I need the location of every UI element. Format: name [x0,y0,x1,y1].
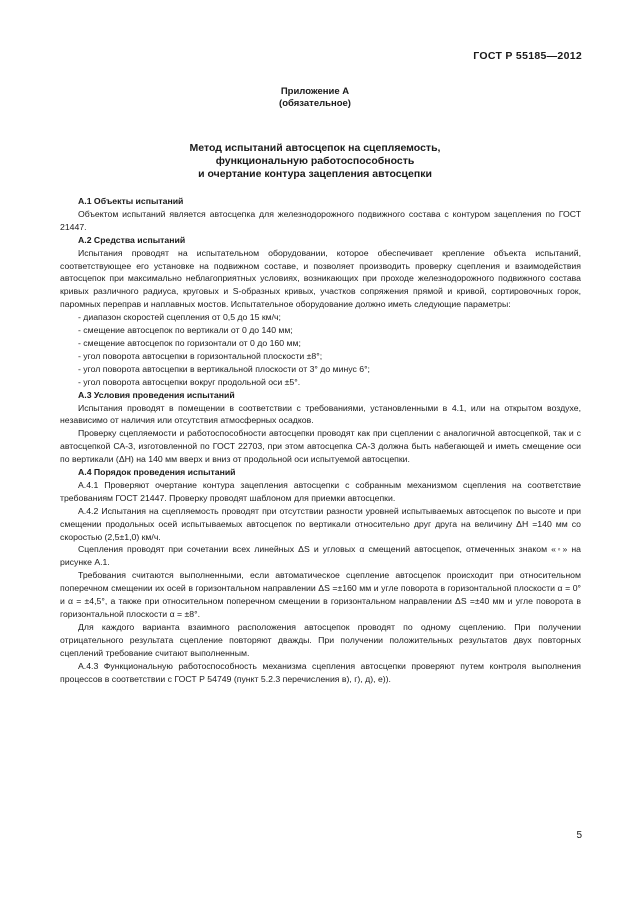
method-title-line-1: Метод испытаний автосцепок на сцепляемость, [189,142,441,154]
section-a4-text-6: А.4.3 Функциональную работоспособность механизма сцепления автосцепки проверяют путем контроля выполнения процессов в соответствии с ГОСТ Р 54749 (пункт 5.2.3 перечисления в), г), д), е)). [60,660,581,684]
appendix-subtitle: (обязательное) [279,98,351,109]
section-a4-text-5: Для каждого варианта взаимного расположения автосцепок проводят по одному сцеплению. При получении отрицательного результата сцепление повторяют дважды. При получении положительных результатов двух повторных сцеплений требование считают выполненным. [60,621,581,658]
list-item: - смещение автосцепок по вертикали от 0 до 140 мм; [78,325,293,336]
list-item: - угол поворота автосцепки в вертикальной плоскости от 3° до минус 6°; [78,363,370,374]
section-a4-text-4: Требования считаются выполненными, если автоматическое сцепление автосцепок происходит при относительном поперечном смещении их осей в горизонтальном направлении ΔS =±160 мм и угле поворота в горизонтальной плоскости α = 0° и α = ±4,5°, а также при относительном поперечном смещении в горизонтальном направлении ΔS =±40 мм и угле поворота в горизонтальной плоскости α = ±8°. [60,570,581,619]
page-number: 5 [576,830,582,841]
section-a4-text-3: Сцепления проводят при сочетании всех линейных ΔS и угловых α смещений автосцепок, отмеченных знаком «◦» на рисунке А.1. [60,544,581,568]
section-a3-text-1: Испытания проводят в помещении в соответствии с требованиями, установленными в 4.1, или на открытом воздухе, независимо от наличия или отсутствия атмосферных осадков. [60,402,581,426]
list-item: - смещение автосцепок по горизонтали от 0 до 160 мм; [78,337,301,348]
list-item: - диапазон скоростей сцепления от 0,5 до 15 км/ч; [78,312,281,323]
section-a2-text: Испытания проводят на испытательном оборудовании, которое обеспечивает крепление объекта испытаний, соответствующее его установке на подвижном составе, и позволяет производить проверку сцепления и взаимодействия автосцепок при максимально неблагоприятных условиях, возникающих при проходе железнодорожного подвижного состава кривых различного радиуса, круговых и S-образных кривых, участков сопряжения прямой и кривой, сортировочных горок, паромных переправ и наплавных мостов. Испытательное оборудование должно иметь следующие параметры: [60,247,581,310]
list-item: - угол поворота автосцепки вокруг продольной оси ±5°. [78,376,301,387]
section-a3-text-2: Проверку сцепляемости и работоспособности автосцепки проводят как при сцеплении с аналогичной автосцепкой, так и с автосцепкой СА-3, изготовленной по ГОСТ 22703, при этом автосцепка СА-3 должна быть набегающей и иметь смещение оси по вертикали (ΔH) на 140 мм вверх и вниз от продольной оси испытуемой автосцепки. [60,428,581,465]
method-title [0,142,630,181]
section-a1-text: Объектом испытаний является автосцепка для железнодорожного подвижного состава с контуром зацепления по ГОСТ 21447. [60,208,581,232]
section-a4-text-1: А.4.1 Проверяют очертание контура зацепления автосцепки с собранным механизмом сцепления на соответствие требованиям ГОСТ 21447. Проверку проводят шаблоном для приемки автосцепки. [60,479,581,503]
section-a4-text-2: А.4.2 Испытания на сцепляемость проводят при отсутствии разности уровней испытываемых автосцепок по высоте и при смещении продольных осей испытываемых автосцепок по вертикали относительно друг друга на величину ΔH =140 мм со скоростью (2,5±1,0) км/ч. [60,505,581,542]
appendix-title: Приложение А [280,86,350,97]
method-title-line-3: и очертание контура зацепления автосцепки [198,168,432,180]
section-a2-heading: А.2 Средства испытаний [78,234,186,245]
section-a1-heading: А.1 Объекты испытаний [78,196,184,206]
list-item: - угол поворота автосцепки в горизонтальной плоскости ±8°; [78,350,323,361]
section-a3-heading: А.3 Условия проведения испытаний [78,389,235,400]
document-body [60,195,581,685]
section-a4-heading: А.4 Порядок проведения испытаний [78,467,236,478]
method-title-line-2: функциональную работоспособность [215,155,415,167]
standard-header: ГОСТ Р 55185—2012 [473,50,582,62]
